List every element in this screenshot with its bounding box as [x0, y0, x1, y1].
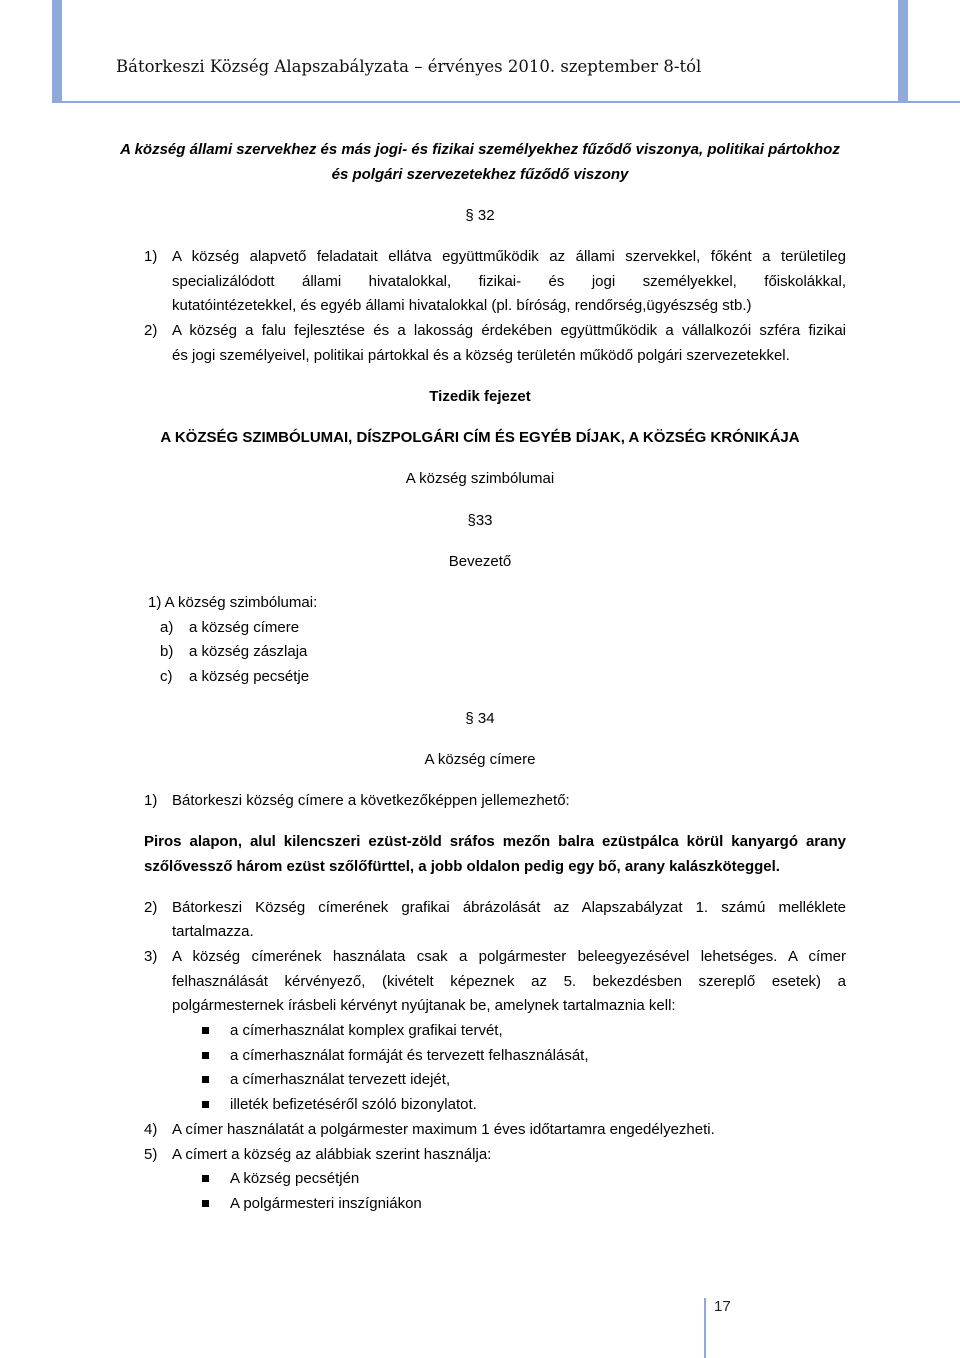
bullet-square-icon	[202, 1200, 209, 1207]
paragraph-32-sign: § 32	[465, 207, 495, 224]
par34-item5-bullet-2: A polgármesteri inszígniákon	[230, 1195, 422, 1212]
par34-item5-bullet-1: A község pecsétjén	[230, 1170, 360, 1187]
par34-item3-bullet-2: a címerhasználat formáját és tervezett felhasználását,	[230, 1047, 589, 1064]
par33-subitem-c-text: a község pecsétje	[189, 668, 310, 685]
par34-item3-bullet-1: a címerhasználat komplex grafikai tervét,	[230, 1022, 503, 1039]
par34-item3-line-1: A község címerének használata csak a polgármester beleegyezésével lehetséges. A címer	[172, 948, 846, 965]
chapter-subtitle: A KÖZSÉG SZIMBÓLUMAI, DÍSZPOLGÁRI CÍM ÉS EGYÉB DÍJAK, A KÖZSÉG KRÓNIKÁJA	[160, 429, 800, 446]
par32-item1-line-3: kutatóintézetekkel, és egyéb állami hivatalokkal (pl. bíróság, rendőrség,ügyészség stb.)	[172, 297, 752, 314]
par33-subitem-a-letter: a)	[160, 619, 174, 636]
bullet-square-icon	[202, 1076, 209, 1083]
par34-item1-number: 1)	[144, 792, 158, 809]
section-heading-line-1: A község állami szervekhez és más jogi- és fizikai személyekhez fűződő viszonya, politikai pártokhoz	[120, 141, 840, 158]
par32-item2-number: 2)	[144, 322, 158, 339]
bullet-square-icon	[202, 1052, 209, 1059]
par34-item2-number: 2)	[144, 899, 158, 916]
par33-item1: 1) A község szimbólumai:	[148, 594, 318, 611]
par34-item3-line-2: felhasználását kérvényező, (kivételt képeznek az 5. bekezdésben szereplő esetek) a	[172, 973, 846, 990]
blazon-line-2: szőlővessző három ezüst szőlőfürttel, a jobb oldalon pedig egy bő, arany kalászköteggel.	[144, 858, 780, 875]
bullet-square-icon	[202, 1027, 209, 1034]
paragraph-34-sign: § 34	[465, 710, 495, 727]
section-heading-line-2: és polgári szervezetekhez fűződő viszony	[331, 166, 629, 183]
par34-item4-text: A címer használatát a polgármester maximum 1 éves időtartamra engedélyezheti.	[172, 1121, 715, 1138]
paragraph-34-title: A község címere	[424, 751, 536, 768]
par34-item3-bullet-4: illeték befizetéséről szóló bizonylatot.	[230, 1096, 477, 1113]
paragraph-33-title: Bevezető	[448, 553, 512, 570]
par34-item5-number: 5)	[144, 1146, 158, 1163]
par32-item1-line-2: specializálódott állami hivatalokkal, fizikai- és jogi személyekkel, főiskolákkal,	[172, 273, 846, 290]
blazon-line-1: Piros alapon, alul kilencszeri ezüst-zöld sráfos mezőn balra ezüstpálca körül kanyargó arany	[144, 833, 846, 850]
page-number: 17	[714, 1298, 731, 1315]
par34-item2-line-2: tartalmazza.	[172, 923, 254, 940]
par32-item1-number: 1)	[144, 248, 158, 265]
par34-item5-text: A címert a község az alábbiak szerint használja:	[172, 1146, 492, 1163]
header-left-rule	[52, 0, 62, 103]
par33-subitem-c-letter: c)	[160, 668, 173, 685]
bullet-square-icon	[202, 1175, 209, 1182]
par34-item3-number: 3)	[144, 948, 158, 965]
chapter-title: Tizedik fejezet	[429, 388, 531, 405]
par33-subitem-b-letter: b)	[160, 643, 174, 660]
par33-subitem-a-text: a község címere	[189, 619, 300, 636]
chapter-part-title: A község szimbólumai	[405, 470, 555, 487]
paragraph-33-sign: §33	[467, 512, 493, 529]
par32-item1-line-1: A község alapvető feladatait ellátva együttműködik az állami szervekkel, főként a területileg	[172, 248, 846, 265]
par34-item3-bullet-3: a címerhasználat tervezett idejét,	[230, 1071, 451, 1088]
bullet-square-icon	[202, 1101, 209, 1108]
par32-item2-line-2: és jogi személyeivel, politikai pártokkal és a község területén működő polgári szervezetekkel.	[172, 347, 790, 364]
par34-item3-line-3: polgármesternek írásbeli kérvényt nyújtanak be, amelynek tartalmaznia kell:	[172, 997, 676, 1014]
par33-subitem-b-text: a község zászlaja	[189, 643, 308, 660]
par32-item2-line-1: A község a falu fejlesztése és a lakosság érdekében együttműködik a vállalkozói szféra fizikai	[172, 322, 846, 339]
par34-item4-number: 4)	[144, 1121, 158, 1138]
footer-rule	[704, 1298, 706, 1358]
header-right-rule	[898, 0, 908, 103]
header-title: Bátorkeszi Község Alapszabályzata – érvényes 2010. szeptember 8-tól	[116, 57, 702, 76]
header-bottom-rule	[52, 101, 960, 103]
par34-item2-line-1: Bátorkeszi Község címerének grafikai ábrázolását az Alapszabályzat 1. számú melléklete	[172, 899, 846, 916]
par34-item1-text: Bátorkeszi község címere a következőképpen jellemezhető:	[172, 792, 570, 809]
